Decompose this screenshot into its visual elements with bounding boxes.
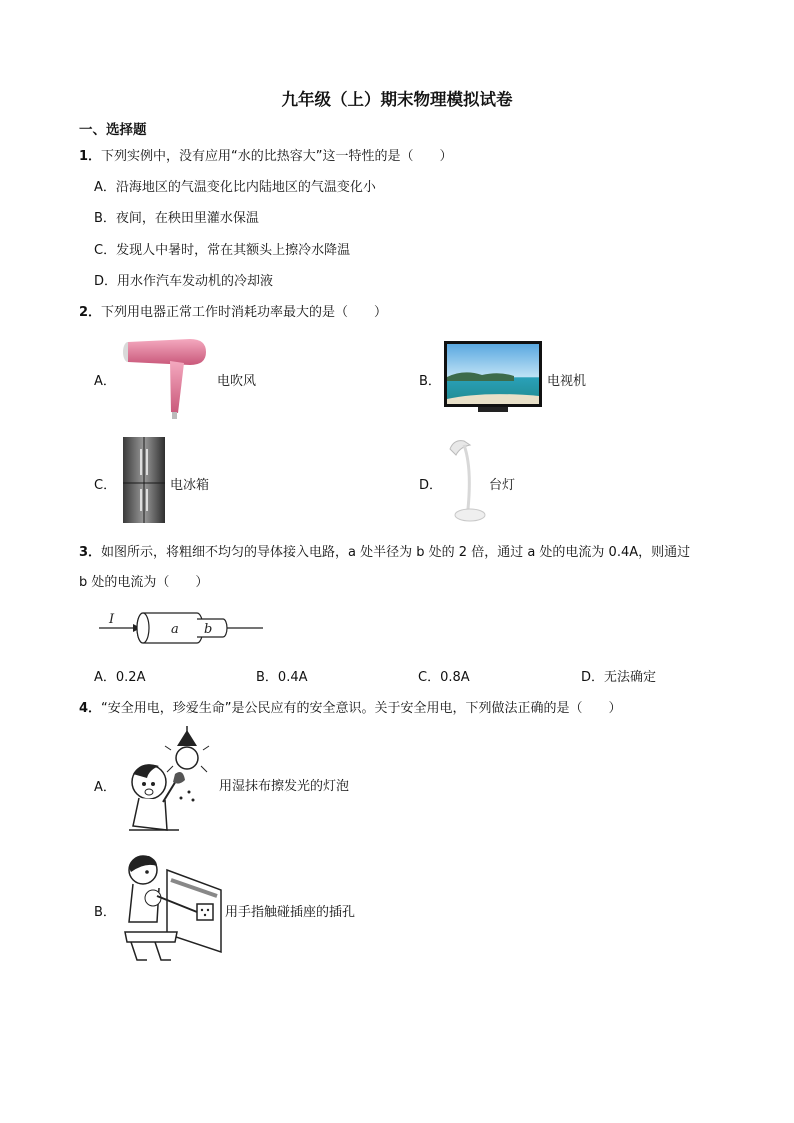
q2-option-b-label: 电视机	[547, 374, 587, 389]
current-label: I	[109, 612, 115, 627]
q3-option-a: A．0.2A	[94, 670, 146, 685]
question-2	[79, 301, 387, 320]
section-heading: 一、选择题	[79, 122, 147, 138]
question-1	[79, 145, 453, 164]
question-number: 2．	[79, 305, 102, 320]
refrigerator-icon	[122, 437, 166, 525]
section-a-label: a	[171, 622, 179, 637]
question-text: 如图所示，将粗细不均匀的导体接入电路，a 处半径为 b 处的 2 倍，通过 a 处的电流为 0.4A，则通过	[101, 545, 691, 560]
question-number: 4．	[79, 701, 102, 716]
q4-option-b-letter: B．	[94, 905, 116, 920]
question-number: 3．	[79, 545, 102, 560]
q1-option-c: C．发现人中暑时，常在其额头上擦冷水降温	[94, 243, 351, 258]
q2-option-d-letter: D．	[419, 478, 443, 493]
q4-option-a-letter: A．	[94, 780, 116, 795]
conductor-diagram	[97, 603, 267, 653]
q3-option-b: B．0.4A	[256, 670, 308, 685]
q4-option-a-label: 用湿抹布擦发光的灯泡	[219, 779, 350, 794]
page-title: 九年级（上）期末物理模拟试卷	[281, 90, 513, 109]
wet-cloth-bulb-icon	[119, 726, 219, 838]
q1-option-b: B．夜间，在秧田里灌水保温	[94, 211, 259, 226]
q4-option-b-label: 用手指触碰插座的插孔	[225, 905, 356, 920]
section-b-label: b	[204, 622, 213, 637]
television-icon	[444, 341, 542, 415]
question-text: 下列用电器正常工作时消耗功率最大的是（ ）	[101, 305, 388, 320]
q2-option-c-letter: C．	[94, 478, 117, 493]
q3-option-d: D．无法确定	[581, 670, 657, 685]
q3-option-c: C．0.8A	[418, 670, 470, 685]
q2-option-c-label: 电冰箱	[170, 478, 210, 493]
q1-option-a: A．沿海地区的气温变化比内陆地区的气温变化小	[94, 180, 376, 195]
question-3-line2: b 处的电流为（ ）	[79, 575, 209, 590]
question-4	[79, 697, 622, 716]
q2-option-a-letter: A．	[94, 374, 116, 389]
hair-dryer-icon	[120, 335, 210, 420]
desk-lamp-icon	[446, 437, 490, 525]
q1-option-d: D．用水作汽车发动机的冷却液	[94, 274, 274, 289]
question-3	[79, 541, 690, 560]
q2-option-b-letter: B．	[419, 374, 441, 389]
q2-option-a-label: 电吹风	[217, 374, 257, 389]
question-text: 下列实例中，没有应用“水的比热容大”这一特性的是（ ）	[101, 149, 453, 164]
finger-socket-icon	[117, 852, 225, 964]
question-text: “安全用电，珍爱生命”是公民应有的安全意识。关于安全用电，下列做法正确的是（ ）	[101, 701, 622, 716]
question-number: 1．	[79, 149, 102, 164]
q2-option-d-label: 台灯	[489, 478, 516, 493]
